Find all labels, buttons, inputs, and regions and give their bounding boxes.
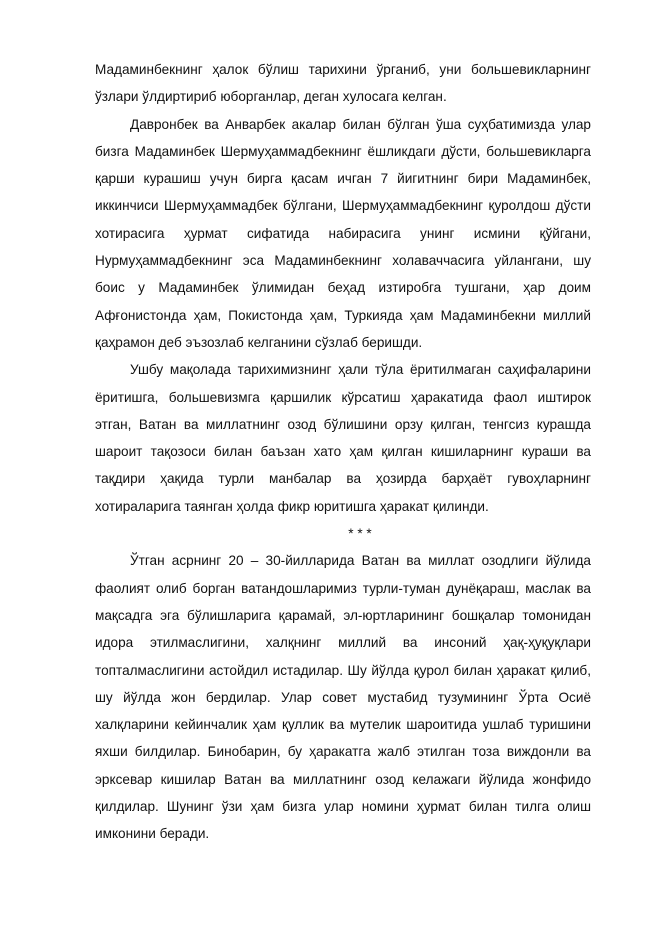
paragraph-3: Ушбу мақолада тарихимизнинг ҳали тўла ёритилмаган саҳифаларини ёритишга, большевизмга қаршилик кўрсатиш ҳаракатида фаол иштирок этган, Ватан ва миллатнинг озод бўлишини орзу қилган, тенгсиз курашда шароит тақозоси билан баъзан хато ҳам қилган кишиларнинг кураши ва тақдири ҳақида турли манбалар ва ҳозирда барҳаёт гувоҳларнинг хотираларига таянган ҳолда фикр юритишга ҳаракат қилинди. bbox=[95, 362, 591, 514]
paragraph-1: Мадаминбекнинг ҳалок бўлиш тарихини ўрганиб, уни большевикларнинг ўзлари ўлдиртириб юборганлар, деган хулосага келган. bbox=[95, 62, 591, 105]
paragraph-2: Давронбек ва Анварбек акалар билан бўлган ўша суҳбатимизда улар бизга Мадаминбек Шермуҳаммадбекнинг ёшликдаги дўсти, большевикларга қарши курашиш учун бирга қасам ичган 7 йигитнинг бири Мадаминбек, иккинчиси Шермуҳаммадбек бўлгани, Шермуҳаммадбекнинг қуролдош дўсти хотирасига ҳурмат сифатида набирасига унинг исмини қўйгани, Нурмуҳаммадбекнинг эса Мадаминбекнинг холаваччасига уйлангани, шу боис у Мадаминбек ўлимидан беҳад изтиробга тушгани, ҳар доим Афғонистонда ҳам, Покистонда ҳам, Туркияда ҳам Мадаминбекни миллий қаҳрамон деб эъзозлаб келганини сўзлаб беришди. bbox=[95, 116, 591, 350]
paragraph-4: Ўтган асрнинг 20 – 30-йилларида Ватан ва миллат озодлиги йўлида фаолият олиб борган ватандошларимиз турли-туман дунёқараш, маслак ва мақсадга эга бўлишларига қарамай, эл-юртларининг бошқалар томонидан идора этилмаслигини, халқнинг миллий ва инсоний ҳақ-ҳуқуқлари топталмаслигини астойдил истадилар. Шу йўлда қурол билан ҳаракат қилиб, шу йўлда жон бердилар. Улар совет мустабид тузумининг Ўрта Осиё халқларини кейинчалик ҳам қуллик ва мутелик шароитида ушлаб туришини яхши билдилар. Бинобарин, бу ҳаракатга жалб этилган тоза виждонли ва эрксевар кишилар Ватан ва миллатнинг озод келажаги йўлида жонфидо қилдилар. Шунинг ўзи ҳам бизга улар номини ҳурмат билан тилга олиш имконини беради. bbox=[95, 553, 591, 842]
section-separator: * * * bbox=[348, 526, 372, 542]
